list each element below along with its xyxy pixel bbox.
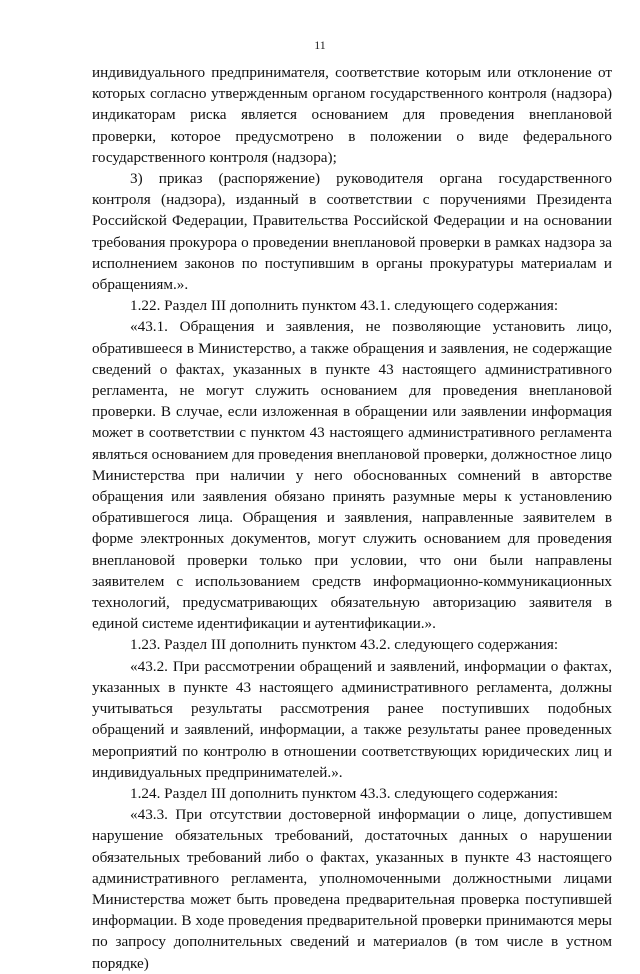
- section-amendment-heading: 1.24. Раздел III дополнить пунктом 43.3. следующего содержания:: [130, 784, 559, 802]
- document-body: [92, 62, 612, 974]
- page-number: 11: [314, 38, 326, 52]
- paragraph: индивидуального предпринимателя, соответствие которым или отклонение от которых согласно утвержденным органом государственного контроля (надзора) индикаторам риска является основанием для проведения внеплановой проверки, которое предусмотрено в положении о виде федерального государственного контроля (надзора);: [92, 64, 612, 166]
- paragraph: «43.1. Обращения и заявления, не позволяющие установить лицо, обратившееся в Министерство, а также обращения и заявления, не содержащие сведений о фактах, указанных в пункте 43 настоящего административного регламента, не могут служить основанием для проведения внеплановой проверки. В случае, если изложенная в обращении или заявлении информация может в соответствии с пунктом 43 настоящего административного регламента являться основанием для проведения внеплановой проверки, должностное лицо Министерства при наличии у него обоснованных сомнений в авторстве обращения или заявления обязано принять разумные меры к установлению обратившегося лица. Обращения и заявления, направленные заявителем в форме электронных документов, могут служить основанием для проведения внеплановой проверки только при условии, что они были направлены заявителем с использованием средств информационно-коммуникационных технологий, предусматривающих обязательную авторизацию заявителя в единой системе идентификации и аутентификации.».: [92, 318, 612, 633]
- paragraph: «43.2. При рассмотрении обращений и заявлений, информации о фактах, указанных в пункте 43 настоящего административного регламента, должны учитываться результаты рассмотрения ранее поступивших подобных обращений и заявлений, информации, а также результаты ранее проведенных мероприятий по контролю в отношении соответствующих юридических лиц и индивидуальных предпринимателей.».: [92, 657, 612, 781]
- paragraph: 3) приказ (распоряжение) руководителя органа государственного контроля (надзора), изданный в соответствии с поручениями Президента Российской Федерации, Правительства Российской Федерации и на основании требования прокурора о проведении внеплановой проверки в рамках надзора за исполнением законов по поступившим в органы прокуратуры материалам и обращениям.».: [92, 170, 612, 294]
- paragraph: «43.3. При отсутствии достоверной информации о лице, допустившем нарушение обязательных требований, достаточных данных о нарушении обязательных требований либо о фактах, указанных в пункте 43 настоящего административного регламента, уполномоченными должностными лицами Министерства может быть проведена предварительная проверка поступившей информации. В ходе проведения предварительной проверки принимаются меры по запросу дополнительных сведений и материалов (в том числе в устном порядке): [92, 806, 612, 972]
- section-amendment-heading: 1.23. Раздел III дополнить пунктом 43.2. следующего содержания:: [130, 636, 559, 654]
- section-amendment-heading: 1.22. Раздел III дополнить пунктом 43.1. следующего содержания:: [130, 297, 559, 315]
